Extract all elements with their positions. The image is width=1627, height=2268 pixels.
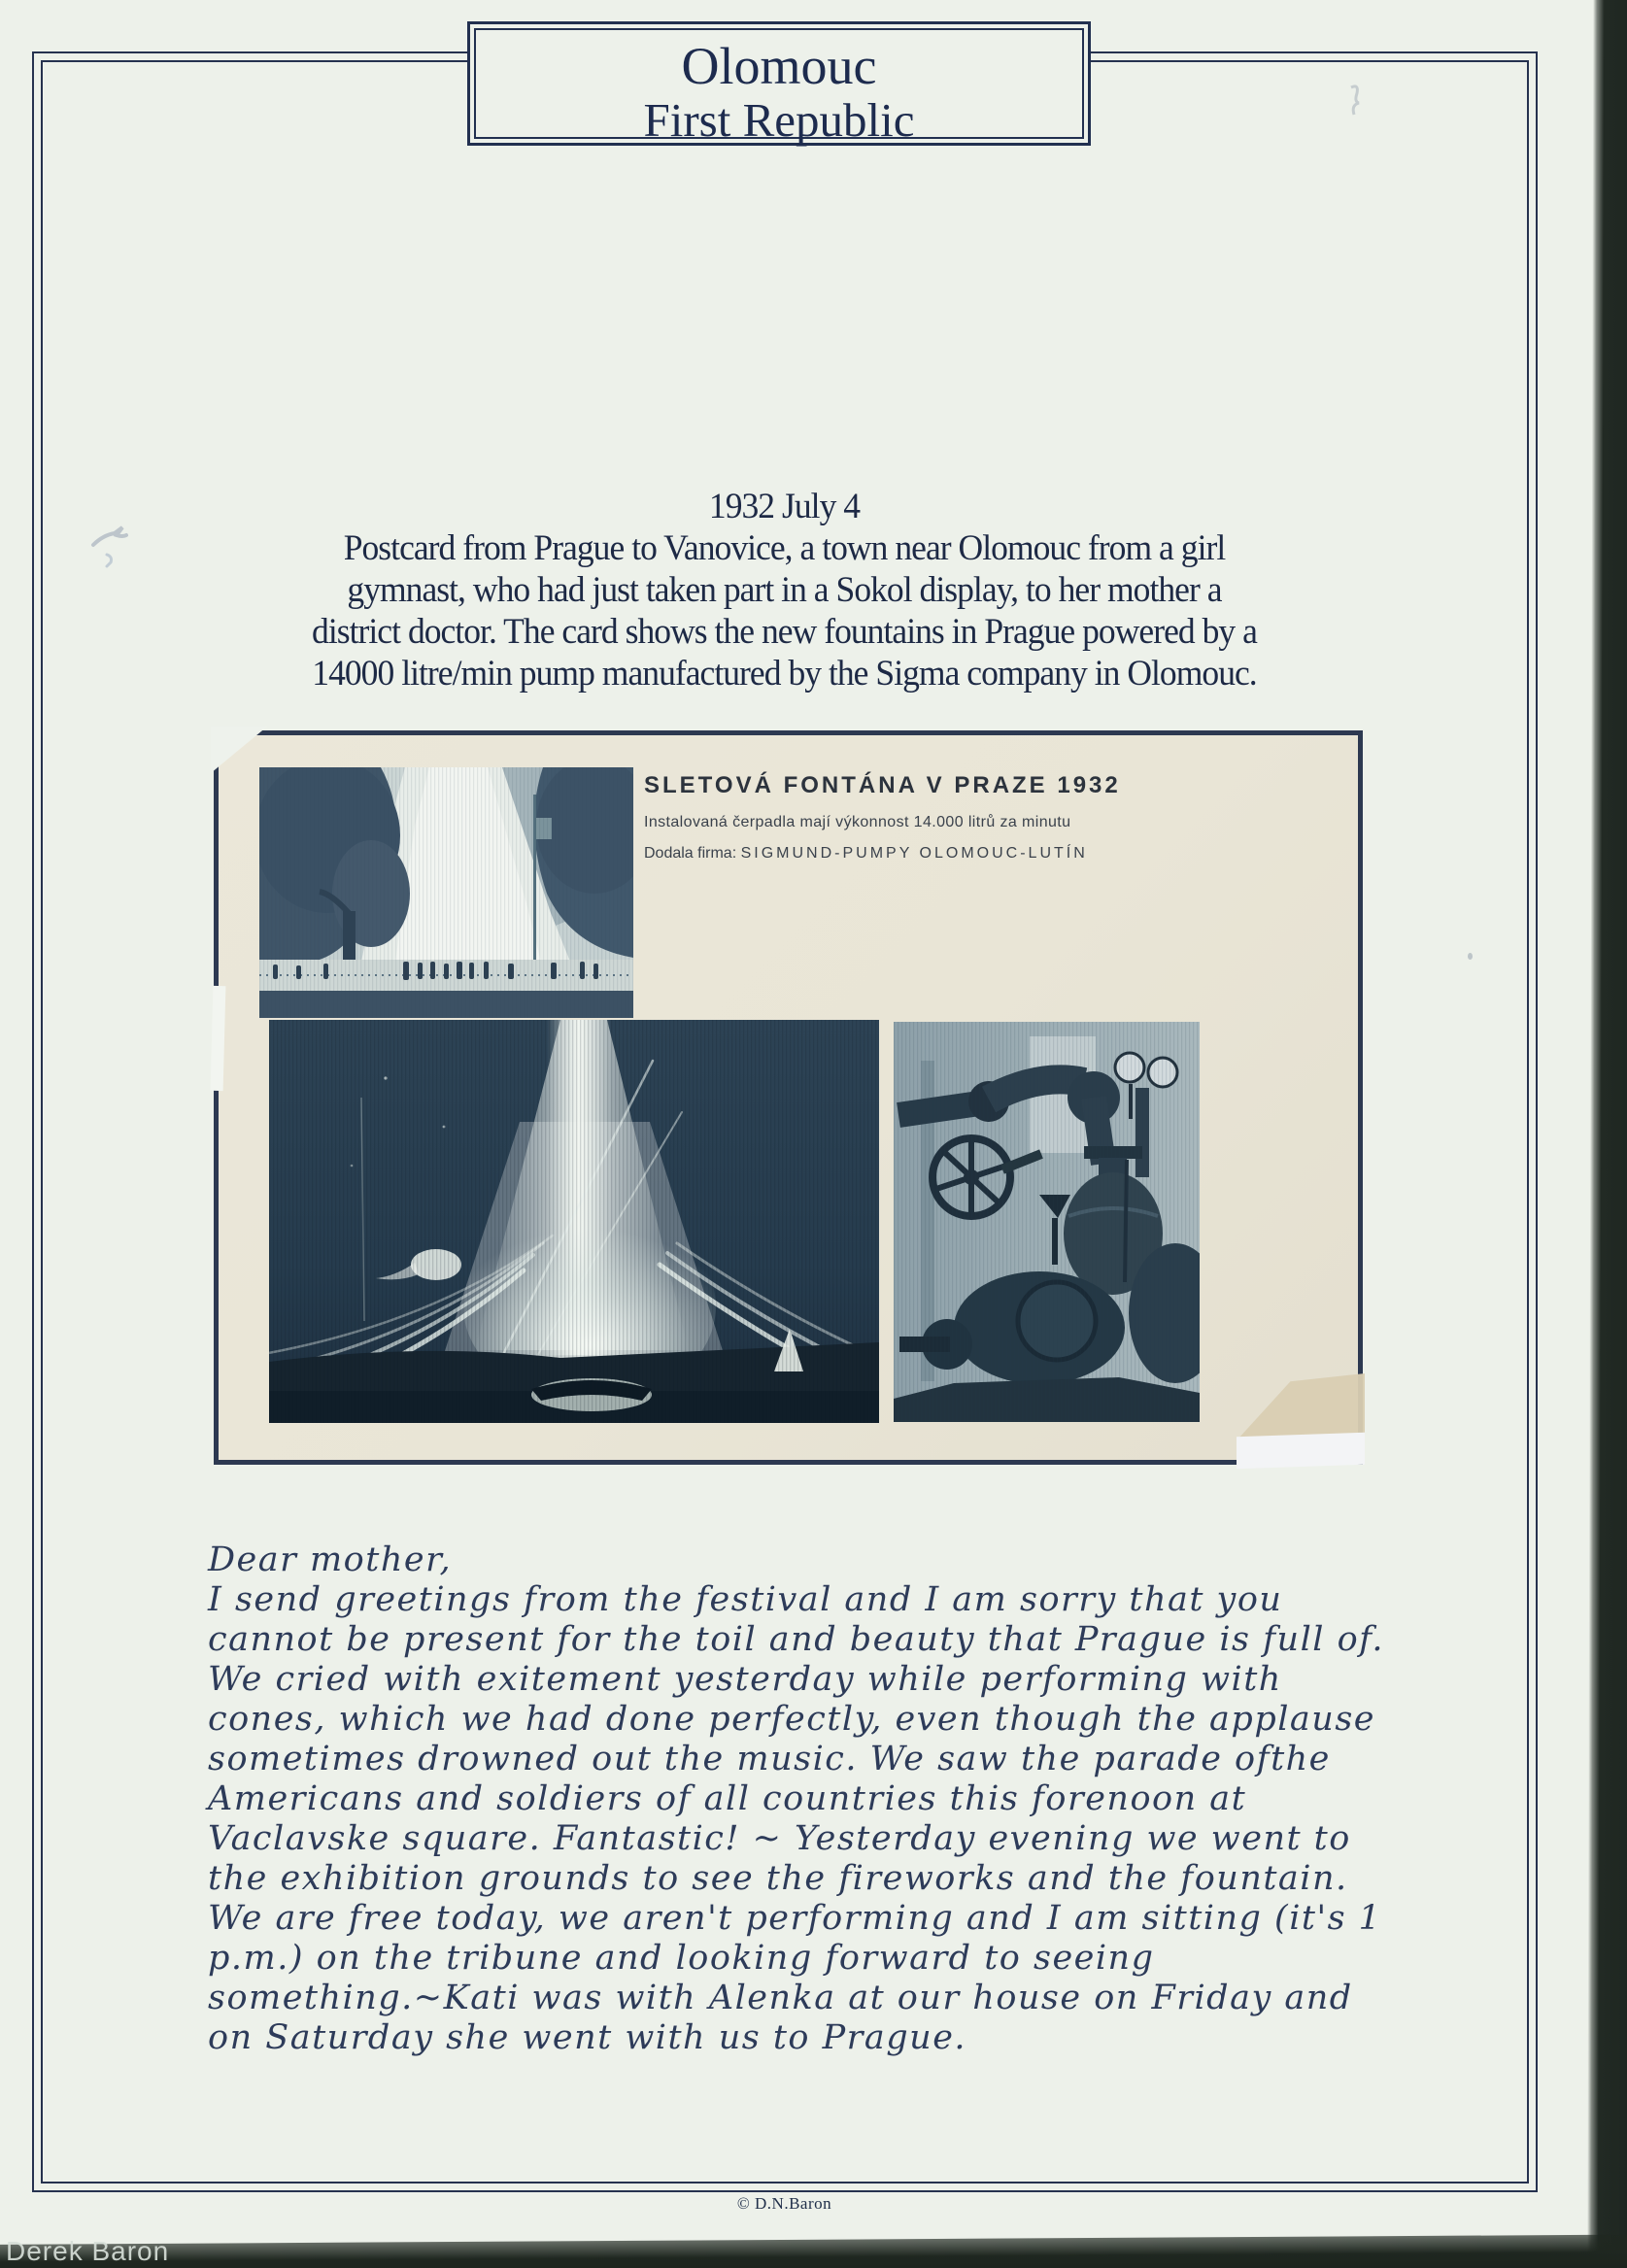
postcard-subheading: Instalovaná čerpadla mají výkonnost 14.000 litrů za minutu (644, 814, 1071, 830)
copyright-footer: © D.N.Baron (736, 2194, 832, 2213)
letter-line: We cried with exitement yesterday while performing with (208, 1660, 1282, 1699)
description-line: 1932 July 4 (708, 487, 861, 526)
scan-edge-bottom (0, 2234, 1627, 2268)
supplier-label: Dodala firma: (644, 845, 737, 862)
sigmund-pump-machinery-photo (894, 1022, 1200, 1422)
description-block (31, 486, 1537, 694)
illuminated-fountain-night-photo (269, 1020, 879, 1423)
description-line: 14000 litre/min pump manufactured by the Sigma company in Olomouc. (312, 654, 1257, 694)
supplier-value: SIGMUND-PUMPY OLOMOUC-LUTÍN (740, 845, 1088, 862)
exhibit-subtitle: First Republic (643, 93, 915, 147)
letter-line: I send greetings from the festival and I am sorry that you (208, 1580, 1283, 1619)
sokol-slet-fountain-day-photo (259, 767, 633, 1018)
description-line: gymnast, who had just taken part in a Sokol display, to her mother a (347, 570, 1222, 610)
description-line: district doctor. The card shows the new fountains in Prague powered by a (312, 612, 1257, 652)
tear-left-edge (211, 986, 226, 1091)
letter-line: the exhibition grounds to see the fireworks and the fountain. (208, 1859, 1348, 1898)
tear-white-layer (1237, 1433, 1365, 1469)
torn-corner-top-left (211, 727, 267, 773)
letter-line: We are free today, we aren't performing and I am sitting (it's 1 (208, 1899, 1382, 1938)
letter-line: on Saturday she went with us to Prague. (208, 2018, 967, 2057)
photographer-watermark: Derek Baron (6, 2236, 170, 2266)
letter-line: cannot be present for the toil and beauty that Prague is full of. (208, 1620, 1385, 1659)
scan-edge-right (1587, 0, 1627, 2268)
torn-corner-bottom-right (1237, 1373, 1365, 1467)
description-line: Postcard from Prague to Vanovice, a town near Olomouc from a girl (343, 528, 1226, 568)
postcard-supplier-line (644, 845, 1149, 863)
postcard (214, 730, 1363, 1465)
letter-line: Vaclavske square. Fantastic! ~ Yesterday evening we went to (208, 1819, 1351, 1858)
letter-line: Americans and soldiers of all countries this forenoon at (208, 1779, 1247, 1818)
scan-smudge-mark (1343, 84, 1365, 121)
exhibit-title: Olomouc (681, 37, 877, 95)
letter-line: cones, which we had done perfectly, even though the applause (208, 1700, 1376, 1739)
scan-speck (1468, 953, 1473, 960)
letter-line: something.~Kati was with Alenka at our house on Friday and (208, 1979, 1353, 2017)
title-box (467, 21, 1091, 146)
letter-block (208, 1540, 1471, 2058)
letter-line: p.m.) on the tribune and looking forward to seeing (208, 1939, 1155, 1978)
letter-line: sometimes drowned out the music. We saw the parade ofthe (208, 1740, 1331, 1778)
letter-line: Dear mother, (208, 1540, 453, 1579)
tear-tan-layer (1237, 1373, 1365, 1440)
title-box-inner-border (474, 28, 1084, 147)
postcard-heading: SLETOVÁ FONTÁNA V PRAZE 1932 (644, 772, 1121, 798)
postcard-face (219, 735, 1358, 1460)
